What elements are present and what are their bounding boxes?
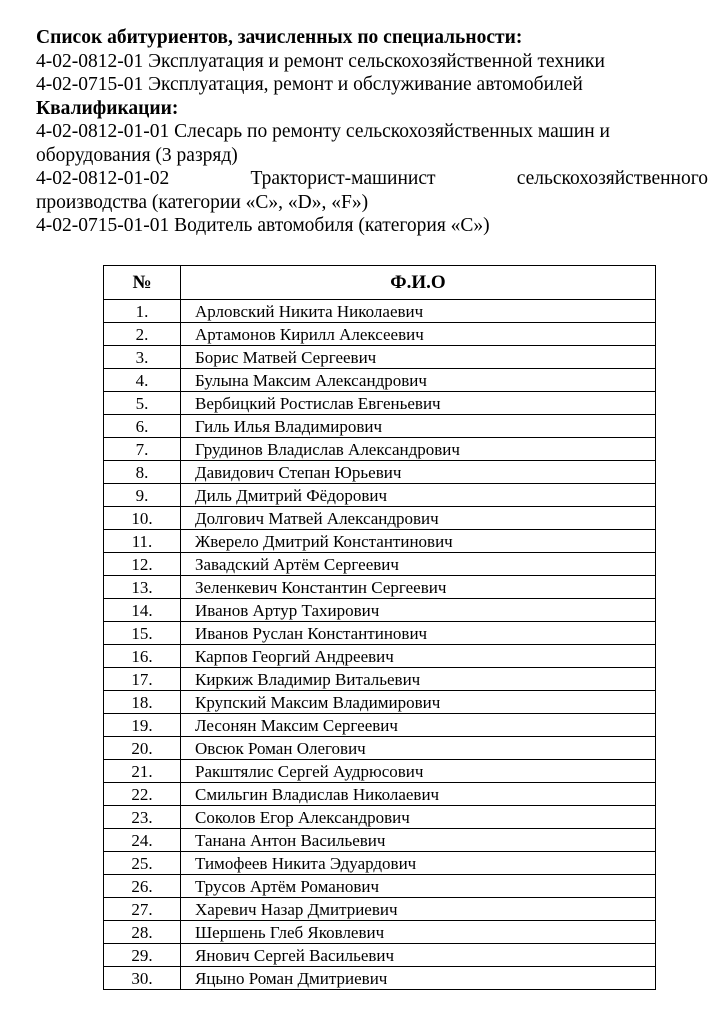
applicant-name: Жверело Дмитрий Константинович [181,530,656,553]
row-number: 8. [104,461,181,484]
row-number: 18. [104,691,181,714]
row-number: 11. [104,530,181,553]
applicant-name: Артамонов Кирилл Алексеевич [181,323,656,346]
applicant-name: Ракштялис Сергей Аудрюсович [181,760,656,783]
applicant-name: Яцыно Роман Дмитриевич [181,967,656,990]
row-number: 29. [104,944,181,967]
table-row [104,944,656,967]
row-number: 19. [104,714,181,737]
row-number: 30. [104,967,181,990]
table-row [104,392,656,415]
row-number: 9. [104,484,181,507]
applicant-name: Завадский Артём Сергеевич [181,553,656,576]
applicant-name: Долгович Матвей Александрович [181,507,656,530]
table-row [104,599,656,622]
row-number: 27. [104,898,181,921]
table-row [104,645,656,668]
row-number: 2. [104,323,181,346]
qualification-line: 4-02-0715-01-01 Водитель автомобиля (категория «C») [36,215,490,236]
table-row [104,668,656,691]
table-row [104,323,656,346]
table-row [104,415,656,438]
applicant-name: Карпов Георгий Андреевич [181,645,656,668]
applicant-name: Харевич Назар Дмитриевич [181,898,656,921]
table-row [104,438,656,461]
applicant-name: Давидович Степан Юрьевич [181,461,656,484]
applicant-name: Борис Матвей Сергеевич [181,346,656,369]
row-number: 24. [104,829,181,852]
table-row [104,300,656,323]
row-number: 16. [104,645,181,668]
table-header-row [104,266,656,300]
table-row [104,507,656,530]
row-number: 3. [104,346,181,369]
applicant-name: Смильгин Владислав Николаевич [181,783,656,806]
applicant-name: Тимофеев Никита Эдуардович [181,852,656,875]
applicant-name: Гиль Илья Владимирович [181,415,656,438]
table-row [104,346,656,369]
qualification-code: 4-02-0812-01-02 [36,168,170,189]
table-row [104,852,656,875]
applicant-name: Крупский Максим Владимирович [181,691,656,714]
row-number: 12. [104,553,181,576]
row-number: 21. [104,760,181,783]
qualification-line [36,167,708,191]
table-row [104,691,656,714]
table-row [104,369,656,392]
row-number: 13. [104,576,181,599]
applicant-name: Иванов Руслан Константинович [181,622,656,645]
qualification-line-continued: производства (категории «C», «D», «F») [36,191,369,213]
table-row [104,461,656,484]
table-row [104,806,656,829]
applicant-name: Арловский Никита Николаевич [181,300,656,323]
qualification-line-continued: оборудования (3 разряд) [36,144,238,166]
row-number: 10. [104,507,181,530]
row-number: 7. [104,438,181,461]
page-title: Список абитуриентов, зачисленных по специальности: [36,27,523,48]
specialty-line: 4-02-0812-01 Эксплуатация и ремонт сельскохозяйственной техники [36,50,605,72]
applicant-name: Лесонян Максим Сергеевич [181,714,656,737]
table-row [104,714,656,737]
row-number: 26. [104,875,181,898]
table-row [104,553,656,576]
document-header [36,26,708,238]
table-row [104,576,656,599]
qualifications-heading: Квалификации: [36,97,179,119]
applicants-table [103,265,656,990]
table-row [104,921,656,944]
row-number: 23. [104,806,181,829]
row-number: 4. [104,369,181,392]
row-number: 28. [104,921,181,944]
specialty-line: 4-02-0715-01 Эксплуатация, ремонт и обслуживание автомобилей [36,74,583,95]
row-number: 15. [104,622,181,645]
row-number: 22. [104,783,181,806]
row-number: 25. [104,852,181,875]
table-row [104,530,656,553]
row-number: 5. [104,392,181,415]
table-row [104,622,656,645]
table-row [104,783,656,806]
applicant-name: Соколов Егор Александрович [181,806,656,829]
row-number: 14. [104,599,181,622]
row-number: 1. [104,300,181,323]
row-number: 6. [104,415,181,438]
applicant-name: Шершень Глеб Яковлевич [181,921,656,944]
column-header-number: № [104,266,181,300]
table-row [104,484,656,507]
row-number: 20. [104,737,181,760]
applicant-name: Янович Сергей Васильевич [181,944,656,967]
table-row [104,737,656,760]
applicant-name: Трусов Артём Романович [181,875,656,898]
table-row [104,760,656,783]
applicant-name: Киркиж Владимир Витальевич [181,668,656,691]
table-row [104,875,656,898]
table-row [104,829,656,852]
table-body [104,300,656,990]
applicant-name: Грудинов Владислав Александрович [181,438,656,461]
column-header-name: Ф.И.О [181,266,656,300]
qualification-word: Тракторист-машинист [250,168,436,189]
table-row [104,898,656,921]
row-number: 17. [104,668,181,691]
applicant-name: Овсюк Роман Олегович [181,737,656,760]
applicant-name: Вербицкий Ростислав Евгеньевич [181,392,656,415]
applicant-name: Булына Максим Александрович [181,369,656,392]
table-row [104,967,656,990]
qualification-line [36,120,708,144]
applicant-name: Танана Антон Васильевич [181,829,656,852]
applicant-name: Зеленкевич Константин Сергеевич [181,576,656,599]
applicant-name: Иванов Артур Тахирович [181,599,656,622]
qualification-word: сельскохозяйственного [516,168,708,189]
qualification-text: 4-02-0812-01-01 Слесарь по ремонту сельскохозяйственных машин и [36,121,610,142]
applicant-name: Диль Дмитрий Фёдорович [181,484,656,507]
